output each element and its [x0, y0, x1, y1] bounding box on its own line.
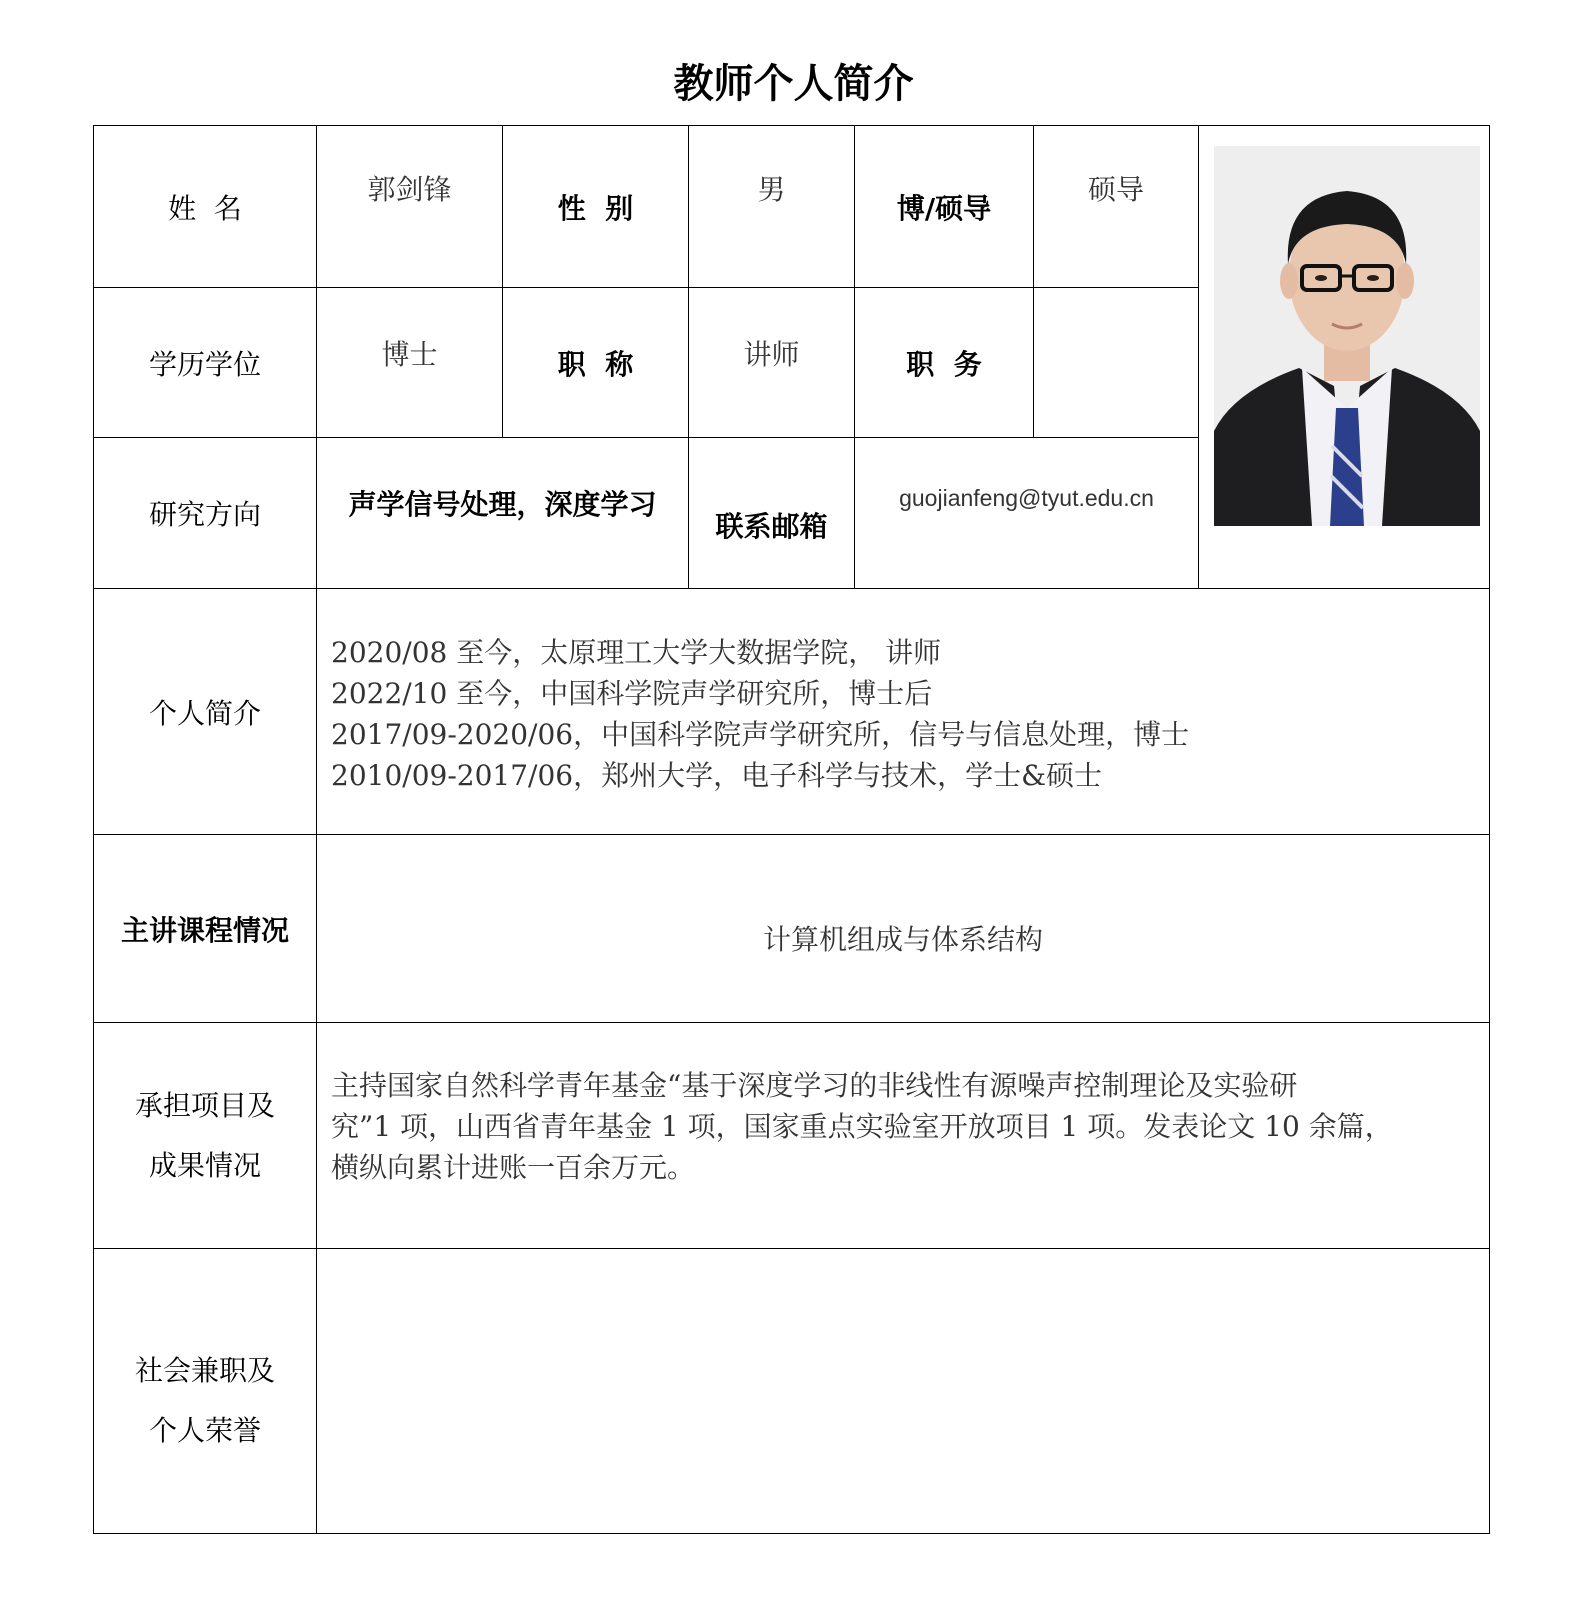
- name-label: [94, 126, 316, 287]
- gender-label-text: 性 别: [557, 191, 634, 225]
- projects-text: [331, 1065, 1486, 1188]
- list-item: 2020/08 至今，太原理工大学大数据学院， 讲师: [331, 636, 942, 669]
- honors-label-line: 个人荣誉: [148, 1414, 261, 1447]
- supervisor-label: [855, 126, 1033, 287]
- table-line: [1198, 125, 1199, 589]
- courses-value: 计算机组成与体系结构: [762, 923, 1043, 956]
- courses-label-text: 主讲课程情况: [120, 913, 289, 947]
- profile-label: [94, 589, 316, 834]
- email-value: guojianfeng@tyut.edu.cn: [899, 485, 1154, 511]
- research-label: [94, 438, 316, 588]
- table-line: [1489, 125, 1490, 1534]
- list-item: 2017/09-2020/06，中国科学院声学研究所，信号与信息处理，博士: [331, 718, 1190, 751]
- rank-value: 讲师: [743, 338, 800, 371]
- paragraph-line: 横纵向累计进账一百余万元。: [331, 1151, 696, 1184]
- profile-label-text: 个人简介: [148, 696, 261, 730]
- projects-label-line: 承担项目及: [134, 1088, 275, 1122]
- honors-label: [94, 1249, 316, 1533]
- research-label-text: 研究方向: [148, 498, 261, 531]
- honors-label-line: 社会兼职及: [134, 1354, 275, 1387]
- email-label: [689, 438, 854, 588]
- name-value: 郭剑锋: [367, 173, 452, 206]
- degree-label: [94, 288, 316, 437]
- degree-value: 博士: [381, 338, 438, 371]
- supervisor-value: 硕导: [1087, 173, 1144, 206]
- projects-label-line: 成果情况: [148, 1148, 261, 1182]
- projects-label: [94, 1023, 316, 1248]
- table-line: [93, 1533, 1490, 1534]
- rank-label-text: 职 称: [557, 347, 634, 381]
- gender-value: 男: [757, 173, 786, 206]
- courses-label: [94, 835, 316, 1022]
- paragraph-line: 主持国家自然科学青年基金“基于深度学习的非线性有源噪声控制理论及实验研: [331, 1069, 1298, 1102]
- list-item: 2022/10 至今，中国科学院声学研究所，博士后: [331, 677, 933, 710]
- portrait-photo: [1214, 146, 1480, 526]
- research-value: 声学信号处理，深度学习: [348, 488, 657, 521]
- portrait-image: [1214, 146, 1480, 526]
- supervisor-label-text: 博/硕导: [896, 191, 992, 225]
- rank-label: [503, 288, 688, 437]
- gender-label: [503, 126, 688, 287]
- position-label-text: 职 务: [906, 347, 982, 381]
- email-label-text: 联系邮箱: [715, 510, 828, 543]
- position-label: [855, 288, 1033, 437]
- name-label-text: 姓 名: [168, 191, 242, 225]
- degree-label-text: 学历学位: [148, 347, 261, 381]
- list-item: 2010/09-2017/06，郑州大学，电子科学与技术，学士&硕士: [331, 759, 1103, 792]
- page-title: 教师个人简介: [673, 61, 914, 107]
- profile-lines: [331, 632, 1481, 796]
- paragraph-line: 究”1 项，山西省青年基金 1 项，国家重点实验室开放项目 1 项。发表论文 10 余篇，: [331, 1110, 1393, 1143]
